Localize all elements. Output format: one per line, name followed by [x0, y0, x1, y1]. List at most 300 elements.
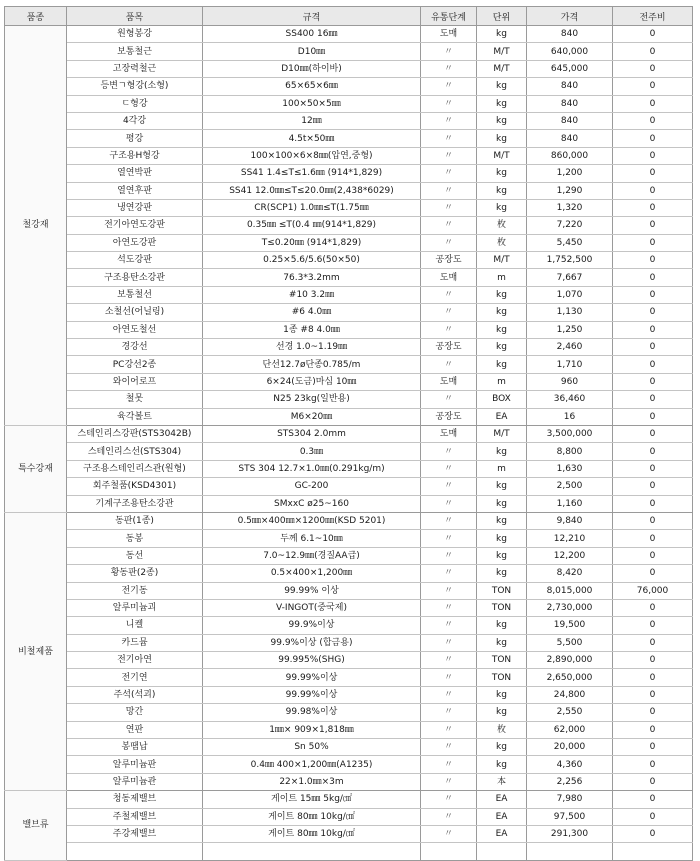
item-name-cell [67, 843, 203, 860]
table-row [5, 582, 693, 599]
table-row [5, 391, 693, 408]
stage-cell: 〃 [421, 773, 477, 790]
price-cell: 97,500 [527, 808, 613, 825]
table-row [5, 652, 693, 669]
item-name-cell: 망간 [67, 704, 203, 721]
item-name-cell: 석도강판 [67, 252, 203, 269]
price-cell: 1,752,500 [527, 252, 613, 269]
unit-cell: kg [477, 130, 527, 147]
unit-cell: M/T [477, 60, 527, 77]
price-cell: 840 [527, 95, 613, 112]
unit-cell: kg [477, 547, 527, 564]
price-cell: 1,160 [527, 495, 613, 512]
price-cell [527, 843, 613, 860]
item-name-cell: 등변ㄱ형강(소형) [67, 78, 203, 95]
item-name-cell: 냉연강판 [67, 199, 203, 216]
item-name-cell: 구조용H형강 [67, 147, 203, 164]
weekly-change-cell: 0 [613, 530, 693, 547]
price-cell: 8,420 [527, 565, 613, 582]
stage-cell: 도매 [421, 425, 477, 442]
table-row [5, 304, 693, 321]
price-cell: 4,360 [527, 756, 613, 773]
header-change: 전주비 [613, 7, 693, 26]
unit-cell: TON [477, 582, 527, 599]
item-name-cell: 보통철근 [67, 43, 203, 60]
stage-cell: 〃 [421, 825, 477, 842]
table-row [5, 599, 693, 616]
unit-cell: kg [477, 495, 527, 512]
item-name-cell: 스테인리스강판(STS3042B) [67, 425, 203, 442]
weekly-change-cell: 0 [613, 599, 693, 616]
spec-cell: 22×1.0㎜×3m [203, 773, 421, 790]
table-row [5, 825, 693, 842]
weekly-change-cell: 0 [613, 617, 693, 634]
spec-cell: CR(SCP1) 1.0㎜≤T(1.75㎜ [203, 199, 421, 216]
spec-cell: T≤0.20㎜ (914*1,829) [203, 234, 421, 251]
item-name-cell: 열연후판 [67, 182, 203, 199]
header-row [5, 7, 693, 26]
table-row [5, 478, 693, 495]
unit-cell [477, 843, 527, 860]
spec-cell: SS41 1.4≤T≤1.6㎜ (914*1,829) [203, 165, 421, 182]
item-name-cell: 주석(석괴) [67, 686, 203, 703]
stage-cell: 〃 [421, 756, 477, 773]
weekly-change-cell: 0 [613, 286, 693, 303]
price-table [4, 6, 693, 861]
price-cell: 19,500 [527, 617, 613, 634]
weekly-change-cell: 0 [613, 808, 693, 825]
stage-cell: 〃 [421, 112, 477, 129]
table-row [5, 339, 693, 356]
item-name-cell: 알루미늄괴 [67, 599, 203, 616]
spec-cell: 99.99%이상 [203, 686, 421, 703]
weekly-change-cell: 0 [613, 252, 693, 269]
weekly-change-cell: 0 [613, 721, 693, 738]
table-row [5, 565, 693, 582]
weekly-change-cell: 0 [613, 512, 693, 529]
stage-cell: 〃 [421, 808, 477, 825]
item-name-cell: 주강제밸브 [67, 825, 203, 842]
unit-cell: kg [477, 26, 527, 43]
item-name-cell: 카드뮴 [67, 634, 203, 651]
table-row [5, 495, 693, 512]
price-cell: 860,000 [527, 147, 613, 164]
weekly-change-cell: 0 [613, 425, 693, 442]
weekly-change-cell: 0 [613, 756, 693, 773]
stage-cell: 〃 [421, 43, 477, 60]
item-name-cell: 알루미늄판 [67, 756, 203, 773]
table-row [5, 843, 693, 860]
unit-cell: m [477, 460, 527, 477]
table-row [5, 512, 693, 529]
item-name-cell: 스테인리스선(STS304) [67, 443, 203, 460]
price-cell: 1,070 [527, 286, 613, 303]
price-cell: 9,840 [527, 512, 613, 529]
spec-cell: 선경 1.0~1.19㎜ [203, 339, 421, 356]
category-cell: 비철제품 [5, 512, 67, 790]
table-row [5, 60, 693, 77]
spec-cell: 99.9%이상 (합금용) [203, 634, 421, 651]
item-name-cell: 전기연 [67, 669, 203, 686]
stage-cell: 〃 [421, 147, 477, 164]
item-name-cell: 아연도철선 [67, 321, 203, 338]
weekly-change-cell: 0 [613, 269, 693, 286]
table-row [5, 199, 693, 216]
stage-cell: 도매 [421, 26, 477, 43]
spec-cell: SS400 16㎜ [203, 26, 421, 43]
table-row [5, 95, 693, 112]
price-cell: 2,500 [527, 478, 613, 495]
item-name-cell: 연판 [67, 721, 203, 738]
unit-cell: kg [477, 339, 527, 356]
stage-cell: 도매 [421, 373, 477, 390]
price-cell: 5,450 [527, 234, 613, 251]
header-category: 품종 [5, 7, 67, 26]
weekly-change-cell: 0 [613, 95, 693, 112]
spec-cell: D10㎜ [203, 43, 421, 60]
weekly-change-cell: 0 [613, 478, 693, 495]
table-row [5, 704, 693, 721]
stage-cell: 〃 [421, 599, 477, 616]
item-name-cell: 청동제밸브 [67, 791, 203, 808]
weekly-change-cell: 0 [613, 565, 693, 582]
unit-cell: 本 [477, 773, 527, 790]
stage-cell: 〃 [421, 443, 477, 460]
stage-cell [421, 843, 477, 860]
spec-cell: D10㎜(하이바) [203, 60, 421, 77]
weekly-change-cell: 0 [613, 773, 693, 790]
table-row [5, 408, 693, 425]
unit-cell: M/T [477, 425, 527, 442]
unit-cell: M/T [477, 252, 527, 269]
unit-cell: kg [477, 356, 527, 373]
item-name-cell: 알루미늄관 [67, 773, 203, 790]
weekly-change-cell: 0 [613, 391, 693, 408]
price-cell: 20,000 [527, 739, 613, 756]
weekly-change-cell: 0 [613, 825, 693, 842]
item-name-cell: 아연도강판 [67, 234, 203, 251]
table-row [5, 634, 693, 651]
weekly-change-cell: 0 [613, 339, 693, 356]
price-cell: 12,200 [527, 547, 613, 564]
spec-cell: 1㎜× 909×1,818㎜ [203, 721, 421, 738]
price-cell: 645,000 [527, 60, 613, 77]
spec-cell: SS41 12.0㎜≤T≤20.0㎜(2,438*6029) [203, 182, 421, 199]
spec-cell: Sn 50% [203, 739, 421, 756]
table-row [5, 373, 693, 390]
item-name-cell: 보통철선 [67, 286, 203, 303]
stage-cell: 〃 [421, 165, 477, 182]
table-row [5, 234, 693, 251]
weekly-change-cell: 0 [613, 130, 693, 147]
stage-cell: 〃 [421, 669, 477, 686]
unit-cell: kg [477, 617, 527, 634]
item-name-cell: 봉땜납 [67, 739, 203, 756]
price-cell: 24,800 [527, 686, 613, 703]
item-name-cell: 4각강 [67, 112, 203, 129]
category-cell: 철강재 [5, 26, 67, 426]
header-price: 가격 [527, 7, 613, 26]
stage-cell: 〃 [421, 304, 477, 321]
table-row [5, 43, 693, 60]
spec-cell: 두께 6.1~10㎜ [203, 530, 421, 547]
stage-cell: 〃 [421, 652, 477, 669]
price-cell: 12,210 [527, 530, 613, 547]
price-cell: 840 [527, 112, 613, 129]
stage-cell: 〃 [421, 95, 477, 112]
table-body [5, 26, 693, 861]
price-cell: 840 [527, 26, 613, 43]
spec-cell: 99.995%(SHG) [203, 652, 421, 669]
unit-cell: M/T [477, 43, 527, 60]
unit-cell: kg [477, 95, 527, 112]
stage-cell: 〃 [421, 391, 477, 408]
spec-cell: 0.5㎜×400㎜×1200㎜(KSD 5201) [203, 512, 421, 529]
weekly-change-cell: 0 [613, 304, 693, 321]
spec-cell: #6 4.0㎜ [203, 304, 421, 321]
spec-cell: 65×65×6㎜ [203, 78, 421, 95]
table-row [5, 669, 693, 686]
unit-cell: EA [477, 408, 527, 425]
table-row [5, 460, 693, 477]
table-row [5, 756, 693, 773]
item-name-cell: 육각볼트 [67, 408, 203, 425]
spec-cell: 7.0~12.9㎜(경질AA급) [203, 547, 421, 564]
item-name-cell: PC강선2종 [67, 356, 203, 373]
unit-cell: kg [477, 704, 527, 721]
weekly-change-cell: 0 [613, 165, 693, 182]
unit-cell: TON [477, 669, 527, 686]
table-row [5, 112, 693, 129]
table-row [5, 617, 693, 634]
weekly-change-cell: 0 [613, 182, 693, 199]
unit-cell: kg [477, 530, 527, 547]
weekly-change-cell: 0 [613, 739, 693, 756]
spec-cell: 6×24(도금)마심 10㎜ [203, 373, 421, 390]
price-cell: 16 [527, 408, 613, 425]
weekly-change-cell: 0 [613, 791, 693, 808]
table-row [5, 165, 693, 182]
unit-cell: m [477, 269, 527, 286]
table-row [5, 130, 693, 147]
price-cell: 2,650,000 [527, 669, 613, 686]
table-row [5, 321, 693, 338]
item-name-cell: 주철제밸브 [67, 808, 203, 825]
header-spec: 규격 [203, 7, 421, 26]
item-name-cell: 회주철품(KSD4301) [67, 478, 203, 495]
unit-cell: M/T [477, 147, 527, 164]
spec-cell: STS 304 12.7×1.0㎜(0.291kg/m) [203, 460, 421, 477]
table-row [5, 739, 693, 756]
stage-cell: 〃 [421, 321, 477, 338]
item-name-cell: ㄷ형강 [67, 95, 203, 112]
price-cell: 62,000 [527, 721, 613, 738]
stage-cell: 〃 [421, 130, 477, 147]
table-row [5, 147, 693, 164]
weekly-change-cell [613, 843, 693, 860]
item-name-cell: 구조용탄소강관 [67, 269, 203, 286]
stage-cell: 〃 [421, 565, 477, 582]
item-name-cell: 니켈 [67, 617, 203, 634]
unit-cell: kg [477, 686, 527, 703]
item-name-cell: 열연박판 [67, 165, 203, 182]
stage-cell: 〃 [421, 234, 477, 251]
stage-cell: 〃 [421, 704, 477, 721]
weekly-change-cell: 0 [613, 408, 693, 425]
stage-cell: 〃 [421, 512, 477, 529]
item-name-cell: 동선 [67, 547, 203, 564]
price-cell: 3,500,000 [527, 425, 613, 442]
stage-cell: 〃 [421, 356, 477, 373]
unit-cell: kg [477, 478, 527, 495]
stage-cell: 〃 [421, 182, 477, 199]
weekly-change-cell: 0 [613, 234, 693, 251]
weekly-change-cell: 0 [613, 199, 693, 216]
spec-cell: N25 23kg(일반용) [203, 391, 421, 408]
unit-cell: kg [477, 165, 527, 182]
spec-cell: 76.3*3.2mm [203, 269, 421, 286]
weekly-change-cell: 76,000 [613, 582, 693, 599]
spec-cell: STS304 2.0mm [203, 425, 421, 442]
price-cell: 1,130 [527, 304, 613, 321]
unit-cell: EA [477, 791, 527, 808]
item-name-cell: 구조용스테인리스관(원형) [67, 460, 203, 477]
weekly-change-cell: 0 [613, 112, 693, 129]
price-cell: 1,290 [527, 182, 613, 199]
price-cell: 2,730,000 [527, 599, 613, 616]
unit-cell: TON [477, 652, 527, 669]
weekly-change-cell: 0 [613, 217, 693, 234]
table-row [5, 356, 693, 373]
table-row [5, 773, 693, 790]
unit-cell: kg [477, 512, 527, 529]
weekly-change-cell: 0 [613, 78, 693, 95]
price-cell: 840 [527, 130, 613, 147]
spec-cell: V-INGOT(중국제) [203, 599, 421, 616]
table-row [5, 78, 693, 95]
price-cell: 291,300 [527, 825, 613, 842]
price-cell: 8,800 [527, 443, 613, 460]
stage-cell: 〃 [421, 739, 477, 756]
table-row [5, 217, 693, 234]
stage-cell: 〃 [421, 460, 477, 477]
item-name-cell: 경강선 [67, 339, 203, 356]
spec-cell: 12㎜ [203, 112, 421, 129]
stage-cell: 〃 [421, 582, 477, 599]
weekly-change-cell: 0 [613, 704, 693, 721]
table-row [5, 686, 693, 703]
stage-cell: 〃 [421, 791, 477, 808]
weekly-change-cell: 0 [613, 356, 693, 373]
price-cell: 7,220 [527, 217, 613, 234]
stage-cell: 공장도 [421, 339, 477, 356]
table-row [5, 252, 693, 269]
item-name-cell: 동판(1종) [67, 512, 203, 529]
weekly-change-cell: 0 [613, 652, 693, 669]
spec-cell: GC-200 [203, 478, 421, 495]
price-cell: 2,890,000 [527, 652, 613, 669]
spec-cell: 99.98%이상 [203, 704, 421, 721]
unit-cell: TON [477, 599, 527, 616]
weekly-change-cell: 0 [613, 669, 693, 686]
stage-cell: 〃 [421, 530, 477, 547]
item-name-cell: 평강 [67, 130, 203, 147]
spec-cell: M6×20㎜ [203, 408, 421, 425]
price-cell: 2,256 [527, 773, 613, 790]
spec-cell: 0.5×400×1,200㎜ [203, 565, 421, 582]
item-name-cell: 동봉 [67, 530, 203, 547]
stage-cell: 〃 [421, 78, 477, 95]
spec-cell: 99.99% 이상 [203, 582, 421, 599]
item-name-cell: 전기아연도강판 [67, 217, 203, 234]
unit-cell: kg [477, 78, 527, 95]
weekly-change-cell: 0 [613, 43, 693, 60]
stage-cell: 〃 [421, 634, 477, 651]
table-row [5, 425, 693, 442]
table-row [5, 808, 693, 825]
table-row [5, 286, 693, 303]
unit-cell: kg [477, 286, 527, 303]
stage-cell: 〃 [421, 547, 477, 564]
unit-cell: kg [477, 756, 527, 773]
stage-cell: 〃 [421, 686, 477, 703]
spec-cell: #10 3.2㎜ [203, 286, 421, 303]
price-cell: 7,667 [527, 269, 613, 286]
price-cell: 1,320 [527, 199, 613, 216]
spec-cell: 게이트 80㎜ 10kg/㎠ [203, 808, 421, 825]
spec-cell: 100×50×5㎜ [203, 95, 421, 112]
item-name-cell: 기계구조용탄소강관 [67, 495, 203, 512]
unit-cell: kg [477, 321, 527, 338]
spec-cell: 0.35㎜ ≤T(0.4 ㎜(914*1,829) [203, 217, 421, 234]
unit-cell: 枚 [477, 217, 527, 234]
unit-cell: EA [477, 825, 527, 842]
item-name-cell: 철못 [67, 391, 203, 408]
weekly-change-cell: 0 [613, 60, 693, 77]
weekly-change-cell: 0 [613, 495, 693, 512]
spec-cell: 1종 #8 4.0㎜ [203, 321, 421, 338]
spec-cell: 0.3㎜ [203, 443, 421, 460]
price-cell: 1,630 [527, 460, 613, 477]
spec-cell: 4.5t×50㎜ [203, 130, 421, 147]
price-cell: 7,980 [527, 791, 613, 808]
price-cell: 1,710 [527, 356, 613, 373]
stage-cell: 도매 [421, 269, 477, 286]
item-name-cell: 전기아연 [67, 652, 203, 669]
spec-cell: 0.25×5.6/5.6(50×50) [203, 252, 421, 269]
price-cell: 2,460 [527, 339, 613, 356]
stage-cell: 공장도 [421, 252, 477, 269]
unit-cell: BOX [477, 391, 527, 408]
item-name-cell: 소철선(어닐링) [67, 304, 203, 321]
stage-cell: 〃 [421, 478, 477, 495]
table-row [5, 791, 693, 808]
price-cell: 8,015,000 [527, 582, 613, 599]
table-row [5, 530, 693, 547]
spec-cell: 게이트 80㎜ 10kg/㎠ [203, 825, 421, 842]
table-row [5, 443, 693, 460]
weekly-change-cell: 0 [613, 26, 693, 43]
unit-cell: kg [477, 112, 527, 129]
stage-cell: 〃 [421, 721, 477, 738]
item-name-cell: 와이어로프 [67, 373, 203, 390]
stage-cell: 〃 [421, 60, 477, 77]
unit-cell: m [477, 373, 527, 390]
unit-cell: EA [477, 808, 527, 825]
unit-cell: kg [477, 304, 527, 321]
price-cell: 36,460 [527, 391, 613, 408]
spec-cell: 게이트 15㎜ 5kg/㎠ [203, 791, 421, 808]
